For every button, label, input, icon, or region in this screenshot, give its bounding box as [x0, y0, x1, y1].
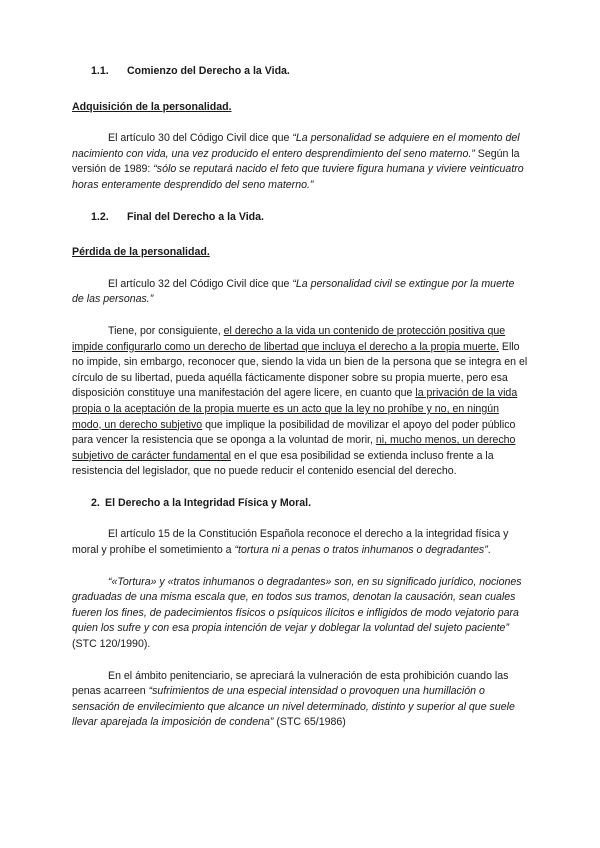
citation-run: (STC 65/1986) [273, 716, 346, 729]
underlined-run: la privación de la vida propia o la aceptación de la propia muerte es un acto que la ley no prohíbe y no, en ningún modo, un derecho subjetivo [72, 387, 518, 431]
text-run: El artículo 30 del Código Civil dice que [108, 132, 293, 145]
paragraph-article-32 [72, 277, 528, 308]
heading-1-2 [72, 210, 528, 226]
subheading-adquisicion: Adquisición de la personalidad. [72, 100, 232, 113]
heading-title: Comienzo del Derecho a la Vida. [127, 65, 290, 77]
heading-number: 2. [91, 496, 100, 509]
heading-2 [72, 496, 528, 512]
text-run: Según la versión de 1989: [72, 147, 520, 176]
underlined-run: ni, mucho menos, un derecho subjetivo de carácter fundamental [72, 434, 516, 462]
heading-number: 1.1. [91, 65, 109, 77]
text-run: Tiene, por consiguiente, [108, 324, 224, 337]
heading-title: El Derecho a la Integridad Física y Moral. [105, 496, 312, 509]
quote-run: “La personalidad civil se extingue por la muerte de las personas.” [72, 277, 515, 306]
text-run: En el ámbito penitenciario, se apreciará la vulneración de esta prohibición cuando las penas acarreen [72, 669, 509, 698]
text-run: . [487, 544, 491, 557]
text-run: El artículo 15 de la Constitución Española reconoce el derecho a la integridad física y moral y prohíbe el sometimiento a [72, 528, 509, 557]
paragraph-article-30 [72, 131, 528, 193]
text-run: El artículo 32 del Código Civil dice que [108, 277, 293, 290]
text-run: Ello no impide, sin embargo, reconocer que, siendo la vida un bien de la persona que se integra en el círculo de su libertad, pueda aquélla fácticamente disponer sobre su propia muerte, pero esa disposición constituye una manifestación del agere licere, en cuanto que [72, 340, 528, 400]
citation-run: (STC 120/1990). [72, 638, 151, 651]
paragraph-article-15 [72, 527, 528, 558]
heading-title: Final del Derecho a la Vida. [127, 210, 264, 223]
quote-run: “tortura ni a penas o tratos inhumanos o degradantes” [234, 544, 488, 557]
paragraph-stc-120-1990 [72, 575, 528, 653]
paragraph-stc-65-1986 [72, 669, 528, 731]
subheading-perdida: Pérdida de la personalidad. [72, 246, 210, 259]
document-page [72, 64, 528, 731]
quote-run: “«Tortura» y «tratos inhumanos o degradantes» son, en su significado jurídico, nociones graduadas de una misma escala que, en todos sus tramos, denotan la causación, sean cuales fueren los fines, de padecimientos físicos o psíquicos ilícitos e infligidos de modo vejatorio para quien los sufre y con esa propia intención de vejar y doblegar la voluntad del sujeto paciente” [72, 575, 522, 635]
heading-number: 1.2. [91, 210, 109, 223]
quote-run: “sólo se reputará nacido el feto que tuviere figura humana y viviere veinticuatro horas enteramente desprendido del seno materno.” [72, 163, 524, 191]
quote-run: “La personalidad se adquiere en el momento del nacimiento con vida, una vez producido el entero desprendimiento del seno materno.” [72, 132, 520, 160]
paragraph-derecho-vida [72, 324, 528, 480]
text-run: en el que esa posibilidad se extienda incluso frente a la resistencia del legislador, que no puede reducir el contenido esencial del derecho. [72, 449, 494, 478]
heading-1-1 [72, 64, 528, 80]
underlined-run: el derecho a la vida un contenido de protección positiva que impide configurarlo como un derecho de libertad que incluya el derecho a la propia muerte. [72, 324, 506, 353]
quote-run: “sufrimientos de una especial intensidad o provoquen una humillación o sensación de envilecimiento que alcance un nivel determinado, distinto y superior al que suele llevar aparejada la imposición de condena” [72, 685, 515, 729]
text-run: que implique la posibilidad de movilizar el apoyo del poder público para vencer la resistencia que se oponga a la voluntad de morir, [72, 418, 516, 447]
